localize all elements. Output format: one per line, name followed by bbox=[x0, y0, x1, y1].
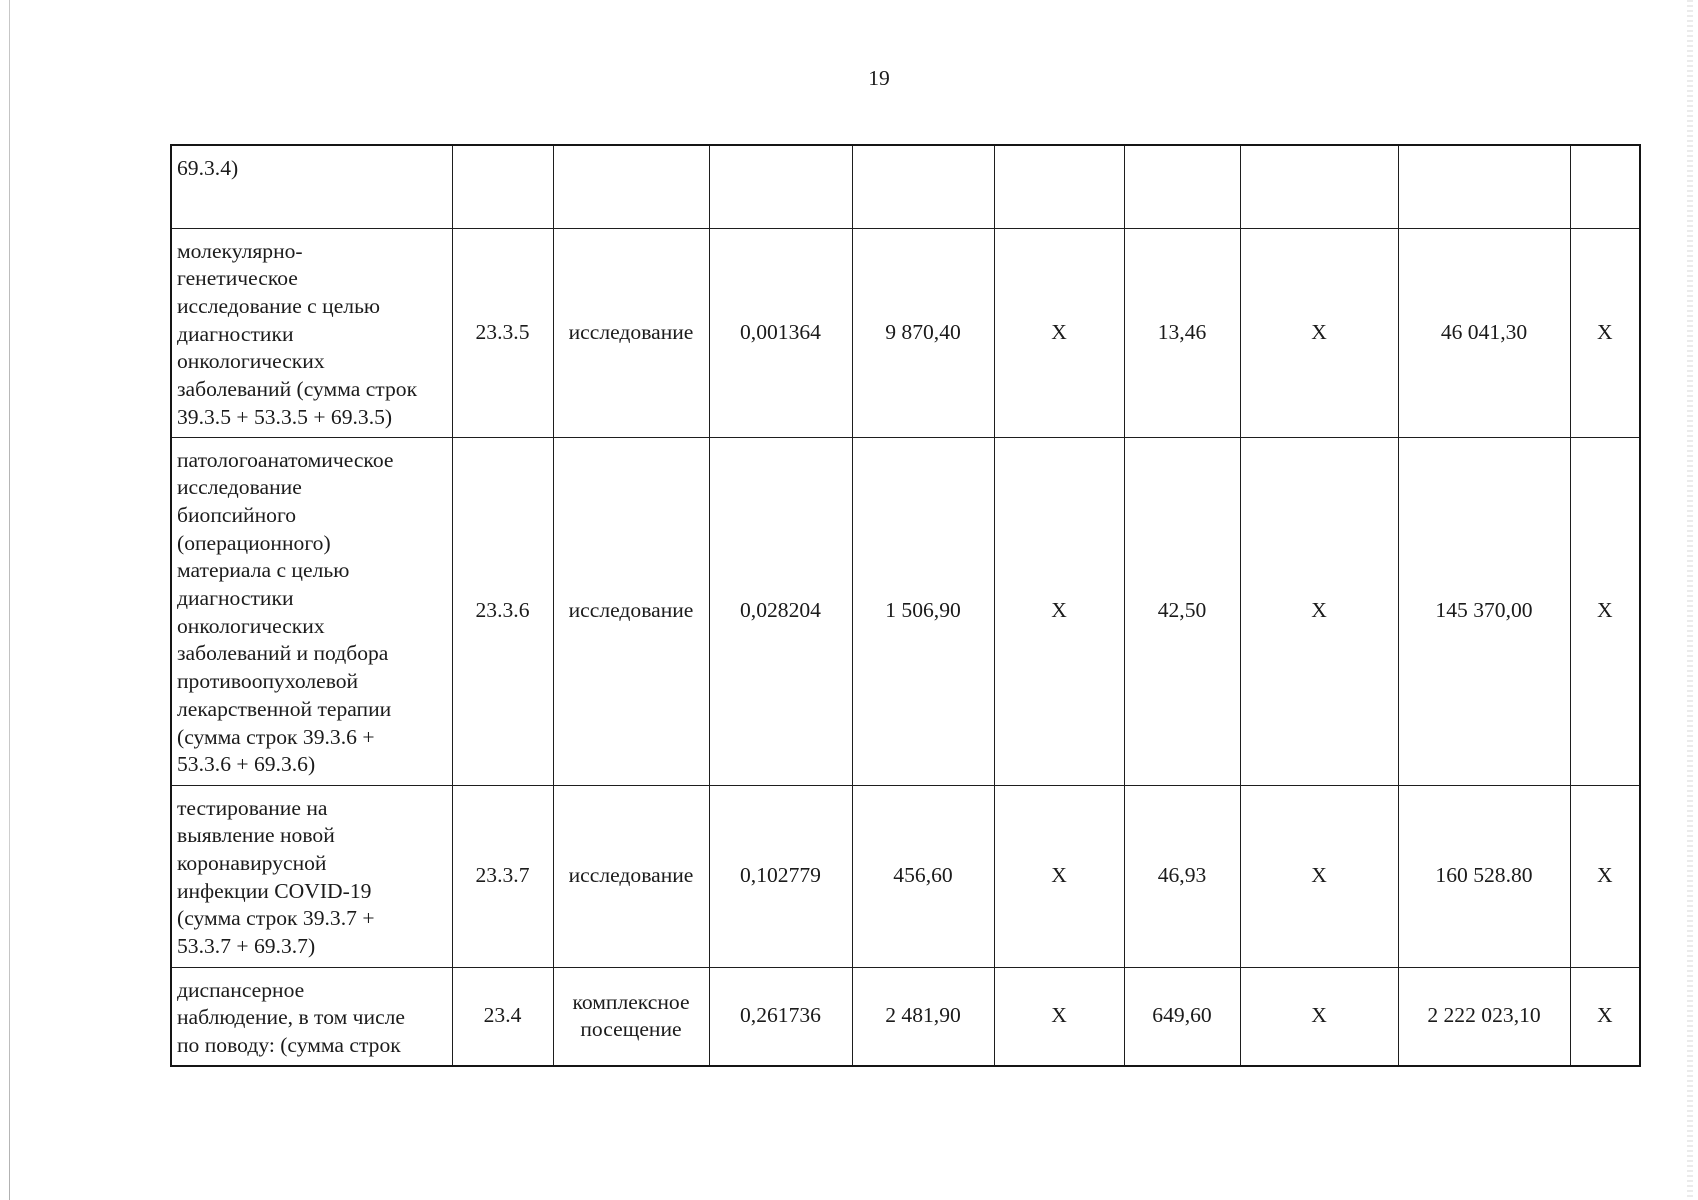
value-cell: 46 041,30 bbox=[1398, 228, 1570, 437]
value-cell: Х bbox=[1570, 437, 1640, 785]
description-line: 39.3.5 + 53.3.5 + 69.3.5) bbox=[177, 404, 393, 429]
value-cell: Х bbox=[994, 228, 1124, 437]
description-line: выявление новой bbox=[177, 823, 335, 848]
value-cell: 649,60 bbox=[1124, 967, 1240, 1066]
row-description bbox=[171, 228, 452, 437]
value-cell: Х bbox=[994, 967, 1124, 1066]
description-line: инфекции COVID-19 bbox=[177, 878, 372, 903]
row-unit bbox=[553, 145, 709, 228]
row-unit bbox=[553, 967, 709, 1066]
table-row bbox=[171, 437, 1640, 785]
description-line: по поводу: (сумма строк bbox=[177, 1032, 401, 1057]
table-row bbox=[171, 967, 1640, 1066]
row-code bbox=[452, 145, 553, 228]
value-cell: Х bbox=[1240, 785, 1398, 967]
page-number: 19 bbox=[868, 66, 890, 90]
description-line: 53.3.7 + 69.3.7) bbox=[177, 934, 316, 959]
description-line: онкологических bbox=[177, 349, 325, 374]
description-line: (операционного) bbox=[177, 530, 331, 555]
unit-line: комплексное bbox=[572, 989, 690, 1014]
description-line: генетическое bbox=[177, 266, 298, 291]
row-description bbox=[171, 437, 452, 785]
description-line: диагностики bbox=[177, 321, 294, 346]
scan-edge-right bbox=[1687, 0, 1693, 1200]
row-code: 23.3.5 bbox=[452, 228, 553, 437]
description-line: заболеваний и подбора bbox=[177, 641, 389, 666]
value-cell: Х bbox=[1240, 437, 1398, 785]
description-line: (сумма строк 39.3.7 + bbox=[177, 906, 375, 931]
unit-line: исследование bbox=[568, 863, 694, 888]
unit-line: исследование bbox=[568, 319, 694, 344]
description-line: патологоанатомическое bbox=[177, 447, 394, 472]
description-line: наблюдение, в том числе bbox=[177, 1005, 406, 1030]
value-cell: Х bbox=[1240, 967, 1398, 1066]
value-cell: 0,028204 bbox=[709, 437, 852, 785]
description-line: 53.3.6 + 69.3.6) bbox=[177, 752, 316, 777]
description-line: заболеваний (сумма строк bbox=[177, 377, 418, 402]
row-code: 23.3.6 bbox=[452, 437, 553, 785]
description-line: онкологических bbox=[177, 613, 325, 638]
value-cell: Х bbox=[1570, 967, 1640, 1066]
value-cell bbox=[1398, 145, 1570, 228]
value-cell: 160 528.80 bbox=[1398, 785, 1570, 967]
description-line: материала с целью bbox=[177, 558, 350, 583]
description-line: лекарственной терапии bbox=[177, 696, 392, 721]
description-line: диагностики bbox=[177, 586, 294, 611]
value-cell: Х bbox=[1570, 228, 1640, 437]
description-line: коронавирусной bbox=[177, 850, 327, 875]
description-line: (сумма строк 39.3.6 + bbox=[177, 724, 375, 749]
value-cell bbox=[709, 145, 852, 228]
table-row bbox=[171, 785, 1640, 967]
value-cell: Х bbox=[994, 437, 1124, 785]
row-code: 23.3.7 bbox=[452, 785, 553, 967]
value-cell: 0,001364 bbox=[709, 228, 852, 437]
description-line: тестирование на bbox=[177, 795, 328, 820]
row-code: 23.4 bbox=[452, 967, 553, 1066]
table-row bbox=[171, 145, 1640, 228]
value-cell: 456,60 bbox=[852, 785, 994, 967]
value-cell bbox=[1570, 145, 1640, 228]
row-description bbox=[171, 145, 452, 228]
value-cell: 145 370,00 bbox=[1398, 437, 1570, 785]
description-line: исследование bbox=[177, 475, 302, 500]
value-cell: 0,102779 bbox=[709, 785, 852, 967]
description-line: биопсийного bbox=[177, 502, 297, 527]
row-description bbox=[171, 967, 452, 1066]
row-unit bbox=[553, 437, 709, 785]
description-line: диспансерное bbox=[177, 977, 305, 1002]
value-cell: Х bbox=[994, 785, 1124, 967]
description-line: исследование с целью bbox=[177, 293, 381, 318]
value-cell: 1 506,90 bbox=[852, 437, 994, 785]
scan-edge-left bbox=[9, 0, 10, 1200]
value-cell: 0,261736 bbox=[709, 967, 852, 1066]
value-cell: 42,50 bbox=[1124, 437, 1240, 785]
value-cell: Х bbox=[1240, 228, 1398, 437]
row-unit bbox=[553, 228, 709, 437]
value-cell bbox=[1124, 145, 1240, 228]
description-line: противоопухолевой bbox=[177, 669, 359, 694]
value-cell bbox=[1240, 145, 1398, 228]
value-cell: 9 870,40 bbox=[852, 228, 994, 437]
row-unit bbox=[553, 785, 709, 967]
value-cell: 2 222 023,10 bbox=[1398, 967, 1570, 1066]
value-cell: 13,46 bbox=[1124, 228, 1240, 437]
data-table bbox=[170, 144, 1641, 1067]
description-line: молекулярно- bbox=[177, 238, 303, 263]
value-cell: 2 481,90 bbox=[852, 967, 994, 1066]
unit-line: посещение bbox=[580, 1017, 682, 1042]
unit-line: исследование bbox=[568, 598, 694, 623]
description-line: 69.3.4) bbox=[177, 156, 239, 180]
table-row bbox=[171, 228, 1640, 437]
row-description bbox=[171, 785, 452, 967]
value-cell: 46,93 bbox=[1124, 785, 1240, 967]
value-cell: Х bbox=[1570, 785, 1640, 967]
table-body bbox=[171, 145, 1640, 1066]
value-cell bbox=[994, 145, 1124, 228]
value-cell bbox=[852, 145, 994, 228]
